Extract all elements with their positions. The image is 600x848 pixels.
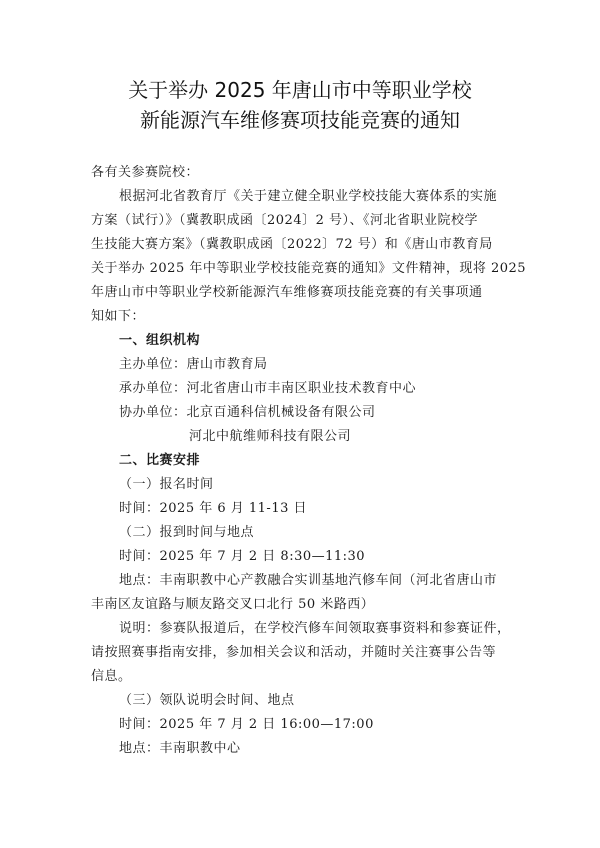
co-organizer-unit: 协办单位：北京百通科信机械设备有限公司 xyxy=(119,405,376,420)
section-heading-organization: 一、组织机构 xyxy=(119,333,201,348)
subsection-leader-meeting: （三）领队说明会时间、地点 xyxy=(119,693,295,708)
check-in-place: 地点：丰南职教中心产教融合实训基地汽修车间（河北省唐山市 xyxy=(119,573,498,588)
check-in-note: 说明：参赛队报道后，在学校汽修车间领取赛事资料和参赛证件， xyxy=(119,621,511,636)
host-unit: 主办单位：唐山市教育局 xyxy=(119,357,268,372)
intro-line: 方案（试行）》（冀教职成函〔2024〕2 号）、《河北省职业院校学 xyxy=(91,213,478,228)
registration-time: 时间：2025 年 6 月 11-13 日 xyxy=(119,501,307,516)
intro-line: 根据河北省教育厅《关于建立健全职业学校技能大赛体系的实施 xyxy=(119,189,498,204)
intro-line: 知如下： xyxy=(91,309,146,324)
intro-line: 生技能大赛方案》（冀教职成函〔2022〕72 号）和《唐山市教育局 xyxy=(91,237,493,252)
check-in-note-cont: 信息。 xyxy=(91,669,132,684)
intro-line: 年唐山市中等职业学校新能源汽车维修赛项技能竞赛的有关事项通 xyxy=(91,285,483,300)
organizer-unit: 承办单位：河北省唐山市丰南区职业技术教育中心 xyxy=(119,381,417,396)
document-body xyxy=(91,161,527,761)
co-organizer-unit-2: 河北中航维师科技有限公司 xyxy=(189,429,352,444)
check-in-note-cont: 请按照赛事指南安排，参加相关会议和活动，并随时关注赛事公告等 xyxy=(91,645,497,660)
leader-meeting-place: 地点：丰南职教中心 xyxy=(119,741,241,756)
subsection-check-in: （二）报到时间与地点 xyxy=(119,525,255,540)
check-in-place-cont: 丰南区友谊路与顺友路交叉口北行 50 米路西） xyxy=(91,597,375,612)
check-in-time: 时间：2025 年 7 月 2 日 8:30—11:30 xyxy=(119,549,366,564)
title-line-2: 新能源汽车维修赛项技能竞赛的通知 xyxy=(140,108,460,132)
title-line-1: 关于举办 2025 年唐山市中等职业学校 xyxy=(128,78,472,102)
intro-line: 关于举办 2025 年中等职业学校技能竞赛的通知》文件精神，现将 2025 xyxy=(91,261,527,276)
section-heading-schedule: 二、比赛安排 xyxy=(119,453,201,468)
salutation: 各有关参赛院校： xyxy=(91,165,200,180)
subsection-registration: （一）报名时间 xyxy=(119,477,214,492)
leader-meeting-time: 时间：2025 年 7 月 2 日 16:00—17:00 xyxy=(119,717,374,732)
